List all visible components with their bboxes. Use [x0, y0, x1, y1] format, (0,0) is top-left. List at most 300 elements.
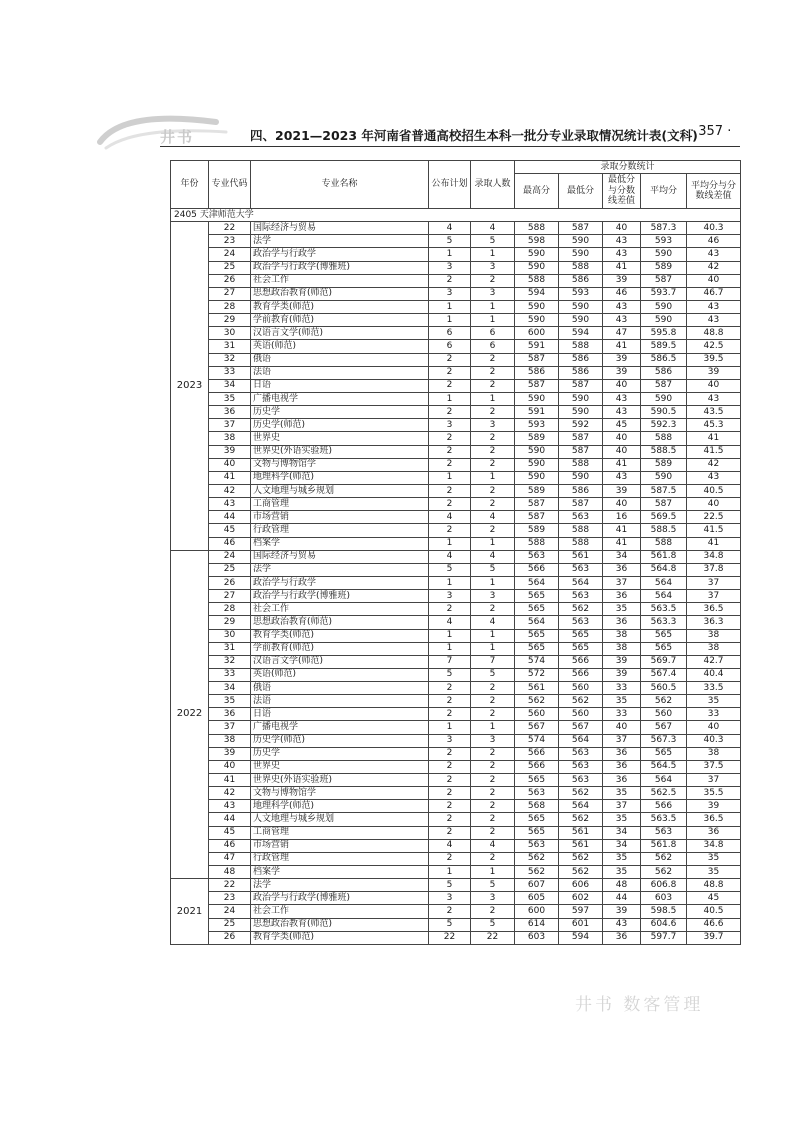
max-score: 590 [515, 300, 559, 313]
major-name: 行政管理 [251, 524, 429, 537]
avg-score-diff: 36.5 [687, 813, 741, 826]
major-code: 24 [209, 550, 251, 563]
min-score-diff: 43 [603, 918, 641, 931]
avg-score-diff: 45 [687, 892, 741, 905]
major-name: 市场营销 [251, 839, 429, 852]
min-score: 590 [559, 471, 603, 484]
avg-score: 563.3 [641, 616, 687, 629]
min-score: 563 [559, 747, 603, 760]
min-score: 588 [559, 261, 603, 274]
major-name: 档案学 [251, 537, 429, 550]
admitted-count: 2 [471, 603, 515, 616]
avg-score-diff: 46 [687, 235, 741, 248]
admitted-count: 2 [471, 524, 515, 537]
plan-count: 3 [429, 419, 471, 432]
plan-count: 3 [429, 261, 471, 274]
max-score: 586 [515, 366, 559, 379]
min-score-diff: 43 [603, 314, 641, 327]
avg-score-diff: 40 [687, 274, 741, 287]
max-score: 600 [515, 327, 559, 340]
admitted-count: 4 [471, 511, 515, 524]
col-min-header: 最低分 [559, 174, 603, 209]
table-row [171, 708, 741, 721]
major-name: 俄语 [251, 682, 429, 695]
min-score-diff: 41 [603, 537, 641, 550]
avg-score-diff: 46.7 [687, 287, 741, 300]
max-score: 587 [515, 353, 559, 366]
min-score: 561 [559, 826, 603, 839]
header-divider [160, 146, 740, 147]
table-row [171, 419, 741, 432]
avg-score-diff: 38 [687, 629, 741, 642]
min-score-diff: 39 [603, 484, 641, 497]
major-code: 29 [209, 616, 251, 629]
min-score-diff: 36 [603, 931, 641, 944]
table-row [171, 655, 741, 668]
min-score: 588 [559, 537, 603, 550]
min-score-diff: 33 [603, 708, 641, 721]
avg-score-diff: 40.3 [687, 222, 741, 235]
major-code: 28 [209, 300, 251, 313]
table-row [171, 287, 741, 300]
plan-count: 2 [429, 498, 471, 511]
min-score-diff: 36 [603, 760, 641, 773]
major-name: 行政管理 [251, 852, 429, 865]
col-max-header: 最高分 [515, 174, 559, 209]
min-score: 586 [559, 274, 603, 287]
admitted-count: 2 [471, 432, 515, 445]
avg-score-diff: 39 [687, 800, 741, 813]
admitted-count: 5 [471, 918, 515, 931]
table-row [171, 458, 741, 471]
major-code: 32 [209, 655, 251, 668]
admitted-count: 2 [471, 787, 515, 800]
major-code: 28 [209, 603, 251, 616]
plan-count: 1 [429, 629, 471, 642]
major-name: 国际经济与贸易 [251, 222, 429, 235]
avg-score: 564.5 [641, 760, 687, 773]
max-score: 588 [515, 274, 559, 287]
max-score: 593 [515, 419, 559, 432]
min-score: 606 [559, 879, 603, 892]
plan-count: 7 [429, 655, 471, 668]
plan-count: 2 [429, 708, 471, 721]
admitted-count: 5 [471, 563, 515, 576]
min-score: 564 [559, 734, 603, 747]
min-score-diff: 33 [603, 682, 641, 695]
avg-score: 586 [641, 366, 687, 379]
avg-score: 561.8 [641, 839, 687, 852]
table-row [171, 839, 741, 852]
major-code: 48 [209, 866, 251, 879]
max-score: 587 [515, 498, 559, 511]
major-code: 24 [209, 905, 251, 918]
avg-score: 567 [641, 721, 687, 734]
min-score-diff: 34 [603, 826, 641, 839]
plan-count: 2 [429, 274, 471, 287]
plan-count: 1 [429, 471, 471, 484]
avg-score-diff: 41 [687, 537, 741, 550]
avg-score-diff: 41.5 [687, 445, 741, 458]
table-row [171, 905, 741, 918]
avg-score-diff: 43 [687, 300, 741, 313]
min-score: 565 [559, 642, 603, 655]
max-score: 567 [515, 721, 559, 734]
major-code: 42 [209, 787, 251, 800]
avg-score: 593 [641, 235, 687, 248]
table-row [171, 813, 741, 826]
min-score: 592 [559, 419, 603, 432]
major-code: 40 [209, 760, 251, 773]
min-score: 564 [559, 800, 603, 813]
major-name: 广播电视学 [251, 392, 429, 405]
major-name: 思想政治教育(师范) [251, 918, 429, 931]
min-score-diff: 36 [603, 616, 641, 629]
year-cell: 2021 [171, 879, 209, 945]
major-code: 38 [209, 432, 251, 445]
col-avg-header: 平均分 [641, 174, 687, 209]
max-score: 568 [515, 800, 559, 813]
max-score: 574 [515, 655, 559, 668]
table-row [171, 603, 741, 616]
plan-count: 1 [429, 392, 471, 405]
avg-score-diff: 36.3 [687, 616, 741, 629]
major-code: 23 [209, 235, 251, 248]
min-score: 563 [559, 616, 603, 629]
major-code: 39 [209, 747, 251, 760]
plan-count: 5 [429, 879, 471, 892]
avg-score-diff: 40 [687, 721, 741, 734]
avg-score: 567.4 [641, 668, 687, 681]
admitted-count: 2 [471, 498, 515, 511]
avg-score-diff: 36 [687, 826, 741, 839]
min-score-diff: 40 [603, 432, 641, 445]
plan-count: 1 [429, 721, 471, 734]
avg-score: 588.5 [641, 524, 687, 537]
avg-score-diff: 22.5 [687, 511, 741, 524]
plan-count: 2 [429, 458, 471, 471]
table-row [171, 353, 741, 366]
major-code: 37 [209, 419, 251, 432]
min-score: 590 [559, 392, 603, 405]
plan-count: 5 [429, 918, 471, 931]
min-score-diff: 39 [603, 274, 641, 287]
major-name: 日语 [251, 379, 429, 392]
major-name: 法学 [251, 235, 429, 248]
min-score: 587 [559, 432, 603, 445]
major-code: 43 [209, 498, 251, 511]
avg-score: 588.5 [641, 445, 687, 458]
major-name: 汉语言文学(师范) [251, 327, 429, 340]
table-row [171, 668, 741, 681]
min-score-diff: 41 [603, 458, 641, 471]
plan-count: 2 [429, 682, 471, 695]
avg-score-diff: 36.5 [687, 603, 741, 616]
avg-score: 565 [641, 629, 687, 642]
plan-count: 22 [429, 931, 471, 944]
table-row [171, 484, 741, 497]
major-name: 社会工作 [251, 603, 429, 616]
table-row [171, 879, 741, 892]
plan-count: 3 [429, 892, 471, 905]
table-row [171, 314, 741, 327]
plan-count: 3 [429, 287, 471, 300]
avg-score-diff: 43 [687, 471, 741, 484]
avg-score-diff: 42 [687, 261, 741, 274]
admitted-count: 5 [471, 879, 515, 892]
major-name: 社会工作 [251, 905, 429, 918]
min-score: 590 [559, 314, 603, 327]
table-row [171, 892, 741, 905]
plan-count: 3 [429, 590, 471, 603]
table-row [171, 511, 741, 524]
plan-count: 4 [429, 839, 471, 852]
plan-count: 1 [429, 642, 471, 655]
admitted-count: 3 [471, 261, 515, 274]
avg-score: 563.5 [641, 603, 687, 616]
max-score: 561 [515, 682, 559, 695]
min-score: 594 [559, 931, 603, 944]
min-score-diff: 38 [603, 629, 641, 642]
plan-count: 4 [429, 511, 471, 524]
admitted-count: 1 [471, 866, 515, 879]
min-score-diff: 37 [603, 734, 641, 747]
admitted-count: 2 [471, 800, 515, 813]
major-code: 22 [209, 879, 251, 892]
avg-score: 606.8 [641, 879, 687, 892]
major-name: 人文地理与城乡规划 [251, 484, 429, 497]
admitted-count: 2 [471, 747, 515, 760]
table-row [171, 235, 741, 248]
min-score-diff: 43 [603, 406, 641, 419]
major-name: 档案学 [251, 866, 429, 879]
admitted-count: 4 [471, 616, 515, 629]
major-name: 世界史 [251, 432, 429, 445]
min-score-diff: 16 [603, 511, 641, 524]
min-score-diff: 39 [603, 353, 641, 366]
major-name: 世界史(外语实验班) [251, 774, 429, 787]
min-score: 601 [559, 918, 603, 931]
major-name: 工商管理 [251, 826, 429, 839]
min-score: 588 [559, 458, 603, 471]
min-score-diff: 47 [603, 327, 641, 340]
min-score-diff: 48 [603, 879, 641, 892]
plan-count: 2 [429, 852, 471, 865]
major-name: 世界史(外语实验班) [251, 445, 429, 458]
plan-count: 2 [429, 826, 471, 839]
major-code: 45 [209, 826, 251, 839]
admitted-count: 4 [471, 222, 515, 235]
plan-count: 4 [429, 222, 471, 235]
max-score: 566 [515, 747, 559, 760]
major-code: 22 [209, 222, 251, 235]
avg-score-diff: 43 [687, 314, 741, 327]
min-score: 567 [559, 721, 603, 734]
table-row [171, 222, 741, 235]
avg-score: 592.3 [641, 419, 687, 432]
min-score-diff: 39 [603, 366, 641, 379]
col-min-diff-header: 最低分与分数线差值 [603, 174, 641, 209]
min-score-diff: 41 [603, 524, 641, 537]
min-score-diff: 35 [603, 695, 641, 708]
max-score: 565 [515, 826, 559, 839]
avg-score: 603 [641, 892, 687, 905]
avg-score-diff: 37.5 [687, 760, 741, 773]
admitted-count: 2 [471, 274, 515, 287]
max-score: 563 [515, 839, 559, 852]
major-code: 44 [209, 511, 251, 524]
min-score: 562 [559, 695, 603, 708]
min-score-diff: 44 [603, 892, 641, 905]
admitted-count: 2 [471, 774, 515, 787]
max-score: 589 [515, 432, 559, 445]
table-row [171, 800, 741, 813]
table-row [171, 445, 741, 458]
admitted-count: 22 [471, 931, 515, 944]
max-score: 591 [515, 340, 559, 353]
major-name: 政治学与行政学(博雅班) [251, 590, 429, 603]
major-name: 世界史 [251, 760, 429, 773]
max-score: 566 [515, 760, 559, 773]
avg-score-diff: 37.8 [687, 563, 741, 576]
major-code: 35 [209, 392, 251, 405]
max-score: 565 [515, 774, 559, 787]
avg-score-diff: 34.8 [687, 839, 741, 852]
min-score-diff: 36 [603, 747, 641, 760]
plan-count: 2 [429, 695, 471, 708]
major-name: 市场营销 [251, 511, 429, 524]
min-score: 590 [559, 235, 603, 248]
plan-count: 2 [429, 800, 471, 813]
admitted-count: 2 [471, 852, 515, 865]
avg-score: 587 [641, 498, 687, 511]
avg-score: 564 [641, 576, 687, 589]
max-score: 588 [515, 537, 559, 550]
major-code: 31 [209, 642, 251, 655]
major-code: 44 [209, 813, 251, 826]
max-score: 614 [515, 918, 559, 931]
max-score: 565 [515, 629, 559, 642]
max-score: 562 [515, 866, 559, 879]
table-row [171, 866, 741, 879]
admitted-count: 1 [471, 248, 515, 261]
table-row [171, 616, 741, 629]
col-plan-header: 公布计划 [429, 161, 471, 209]
logo-text: 井书 [160, 128, 195, 146]
max-score: 590 [515, 458, 559, 471]
min-score: 560 [559, 708, 603, 721]
major-code: 24 [209, 248, 251, 261]
min-score: 562 [559, 787, 603, 800]
max-score: 588 [515, 222, 559, 235]
major-name: 历史学 [251, 747, 429, 760]
plan-count: 2 [429, 747, 471, 760]
min-score: 563 [559, 563, 603, 576]
max-score: 565 [515, 603, 559, 616]
avg-score-diff: 33 [687, 708, 741, 721]
plan-count: 2 [429, 787, 471, 800]
avg-score-diff: 38 [687, 747, 741, 760]
plan-count: 1 [429, 248, 471, 261]
col-code-header: 专业代码 [209, 161, 251, 209]
institution-row: 2405 天津师范大学 [171, 209, 741, 222]
admitted-count: 1 [471, 300, 515, 313]
avg-score: 564 [641, 590, 687, 603]
avg-score-diff: 35 [687, 866, 741, 879]
major-name: 地理科学(师范) [251, 471, 429, 484]
major-code: 31 [209, 340, 251, 353]
min-score: 564 [559, 576, 603, 589]
plan-count: 2 [429, 445, 471, 458]
avg-score: 565 [641, 747, 687, 760]
max-score: 565 [515, 813, 559, 826]
major-name: 地理科学(师范) [251, 800, 429, 813]
avg-score: 590 [641, 300, 687, 313]
major-code: 45 [209, 524, 251, 537]
min-score-diff: 43 [603, 300, 641, 313]
avg-score: 590.5 [641, 406, 687, 419]
min-score: 597 [559, 905, 603, 918]
major-name: 教育学类(师范) [251, 629, 429, 642]
avg-score-diff: 37 [687, 774, 741, 787]
major-name: 广播电视学 [251, 721, 429, 734]
avg-score-diff: 40 [687, 498, 741, 511]
min-score-diff: 36 [603, 563, 641, 576]
admitted-count: 3 [471, 892, 515, 905]
min-score-diff: 38 [603, 642, 641, 655]
avg-score-diff: 40.4 [687, 668, 741, 681]
max-score: 590 [515, 471, 559, 484]
min-score-diff: 43 [603, 392, 641, 405]
plan-count: 2 [429, 603, 471, 616]
table-row [171, 629, 741, 642]
avg-score-diff: 48.8 [687, 327, 741, 340]
min-score: 561 [559, 550, 603, 563]
page-number: · 357 · [690, 124, 732, 139]
max-score: 603 [515, 931, 559, 944]
major-name: 历史学(师范) [251, 734, 429, 747]
avg-score: 562 [641, 695, 687, 708]
major-name: 思想政治教育(师范) [251, 616, 429, 629]
min-score-diff: 37 [603, 576, 641, 589]
admitted-count: 2 [471, 813, 515, 826]
major-name: 社会工作 [251, 274, 429, 287]
major-code: 30 [209, 629, 251, 642]
avg-score: 595.8 [641, 327, 687, 340]
plan-count: 2 [429, 406, 471, 419]
avg-score: 561.8 [641, 550, 687, 563]
admitted-count: 1 [471, 471, 515, 484]
admitted-count: 2 [471, 905, 515, 918]
major-code: 36 [209, 708, 251, 721]
avg-score: 562.5 [641, 787, 687, 800]
min-score: 561 [559, 839, 603, 852]
avg-score-diff: 37 [687, 576, 741, 589]
plan-count: 2 [429, 353, 471, 366]
avg-score-diff: 35.5 [687, 787, 741, 800]
major-code: 26 [209, 931, 251, 944]
plan-count: 5 [429, 563, 471, 576]
min-score-diff: 41 [603, 340, 641, 353]
avg-score: 587.3 [641, 222, 687, 235]
admitted-count: 1 [471, 537, 515, 550]
admitted-count: 7 [471, 655, 515, 668]
plan-count: 2 [429, 432, 471, 445]
major-code: 47 [209, 852, 251, 865]
avg-score: 604.6 [641, 918, 687, 931]
major-code: 42 [209, 484, 251, 497]
plan-count: 1 [429, 866, 471, 879]
